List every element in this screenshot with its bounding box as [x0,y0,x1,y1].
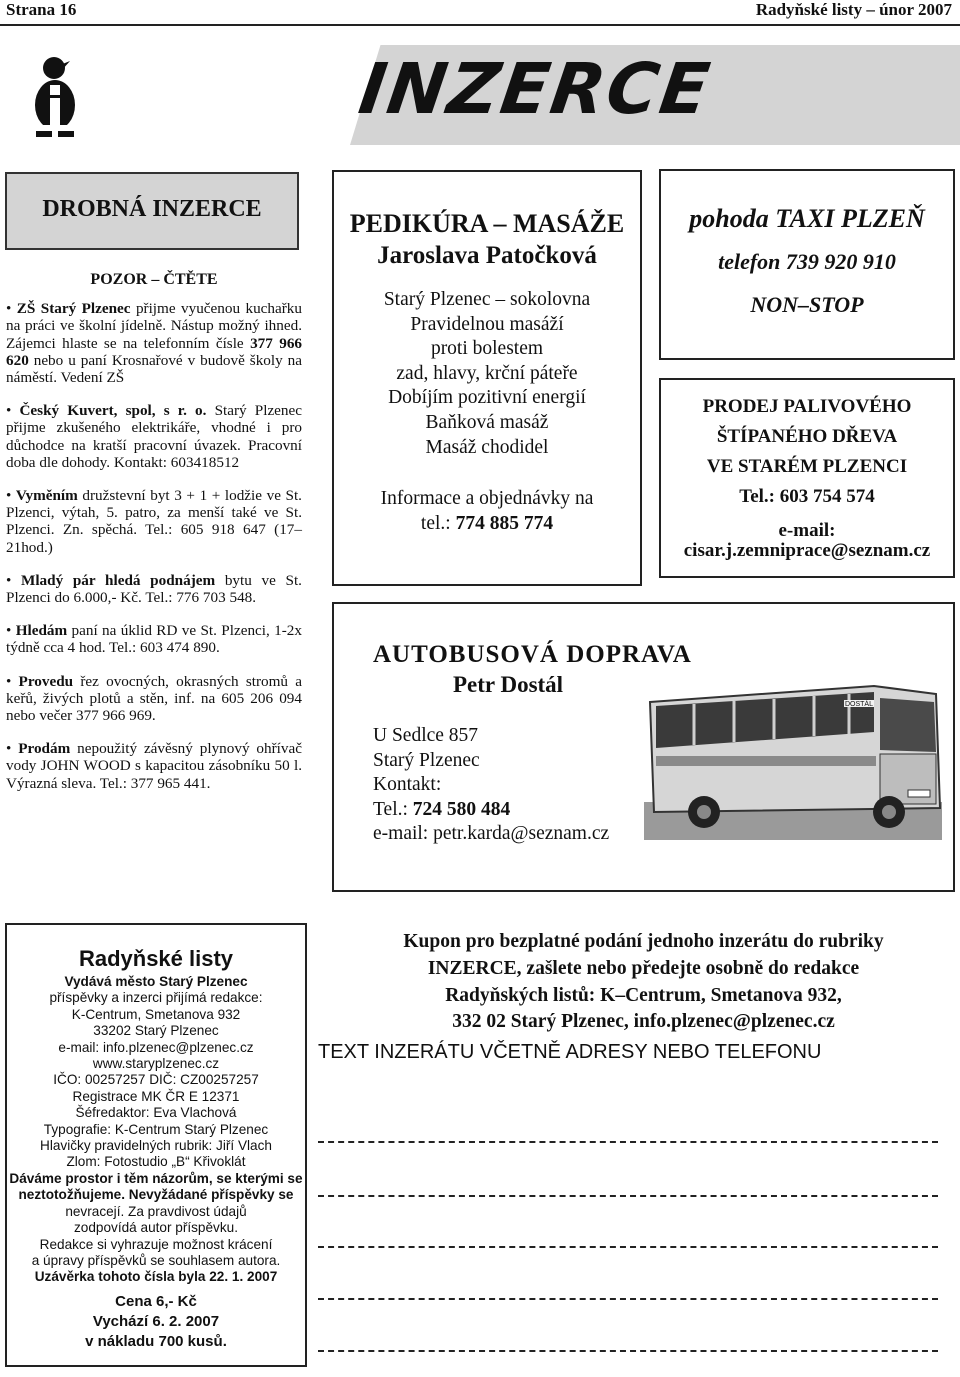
masthead-line: neztotožňujeme. Nevyžádané příspěvky se [18,1187,294,1203]
masthead-line: příspěvky a inzerci přijímá redakce: [49,990,263,1006]
pedicure-tel: 774 885 774 [455,512,554,534]
ad-item: • Vyměním družstevní byt 3 + 1 + lodžie ve St. Plzenci, výtah, 5. patro, za menší také ve St. Plzenci. Zn. spěchá. Tel.: 605 918 647 (17–21hod.) [6,487,302,556]
info-i-icon [30,55,80,141]
pedicure-title: PEDIKÚRA – MASÁŽE [349,209,625,238]
bus-tel-label: Tel.: [373,798,413,820]
taxi-phone: telefon 739 920 910 [718,249,896,274]
bus-address-line: Starý Plzenec [373,749,480,771]
coupon-header-line: INZERCE, zašlete nebo předejte osobně do redakce [427,957,860,979]
pedicure-line: Baňková masáž [425,411,549,433]
ad-lead: ZŠ Starý Plzenec [16,300,131,318]
bus-contact-label: Kontakt: [373,774,442,796]
ad-phone: 377 966 620 [6,334,303,369]
bus-title: AUTOBUSOVÁ DOPRAVA [373,641,692,668]
coupon-header-line: Radyňských listů: K–Centrum, Smetanova 932, [445,984,842,1006]
coupon-header-line: Kupon pro bezplatné podání jednoho inzerátu do rubriky [403,931,884,952]
masthead-line: K-Centrum, Smetanova 932 [71,1006,241,1022]
ad-item: • ZŠ Starý Plzenec přijme vyučenou kuchařku na práci ve školní jídelně. Nástup možný ihned. Zájemci hlaste se na telefonním čísle 377 966 620 nebo u paní Krosnařové v budově školy na náměstí. Vedení ZŠ [6,300,303,387]
bus-sign: DOSTÁL [844,701,874,708]
pedicure-name: Jaroslava Patočková [377,242,597,269]
bus-contact [373,724,609,847]
issue-title: Radyňské listy – únor 2007 [755,0,952,19]
masthead-release: Vychází 6. 2. 2007 [92,1312,220,1330]
ad-text-tail: nebo u paní Krosnařové v budově školy na náměstí. Vedení ZŠ [6,351,302,387]
notice-heading: POZOR – ČTĚTE [90,271,218,288]
coupon-write-line[interactable] [318,1298,938,1300]
bus-address-line: U Sedlce 857 [373,725,479,746]
coupon-write-line[interactable] [318,1350,938,1352]
masthead-line: Uzávěrka tohoto čísla byla 22. 1. 2007 [34,1269,278,1285]
ad-text: paní na úklid RD ve St. Plzenci, 1-2x týdně cca 4 hod. Tel.: 603 474 890. [6,622,302,657]
bus-tel: 724 580 484 [412,798,511,820]
ad-text: bytu ve St. Plzenci do 6.000,- Kč. Tel.: 776 703 548. [6,571,302,607]
masthead-line: Redakce si vyhrazuje možnost krácení [39,1236,273,1252]
masthead-line: Vydává město Starý Plzenec [64,974,248,989]
masthead-line: www.staryplzenec.cz [92,1056,220,1072]
masthead-price: Cena 6,- Kč [115,1292,197,1310]
pedicure-line: Masáž chodidel [425,436,549,458]
ad-item: • Prodám nepoužitý závěsný plynový ohřívač vody JOHN WOOD s kapacitou zásobníku 50 l. Výrazná sleva. Tel.: 377 965 441. [6,740,302,792]
masthead-line: IČO: 00257257 DIČ: CZ00257257 [53,1072,259,1088]
masthead-line: 33202 Starý Plzenec [93,1023,219,1039]
ad-lead: Vyměním [15,487,78,505]
pedicure-body [332,288,642,460]
coupon-write-line[interactable] [318,1195,938,1197]
ad-item: • Český Kuvert, spol, s r. o. Starý Plzenec přijme zkušeného elektrikáře, vhodné i pro důchodce na kratší pracovní úvazek. Pracovní doba dle dohody. Kontakt: 603418512 [6,402,302,471]
coupon-write-line[interactable] [318,1141,938,1143]
masthead-line: zodpovídá autor příspěvku. [74,1220,238,1236]
ad-lead: Mladý pár hledá podnájem [21,571,216,589]
ad-lead: Hledám [15,622,68,640]
masthead-line: Typografie: K-Centrum Starý Plzenec [43,1121,269,1137]
firewood-line-2: ŠTÍPANÉHO DŘEVA [716,426,898,447]
firewood-email: cisar.j.zemniprace@seznam.cz [683,540,931,561]
ad-text: družstevní byt 3 + 1 + lodžie ve St. Plzenci, výtah, 5. patro, za menší také ve St. Plzenci. Zn. spěchá. Tel.: 605 918 647 (17–21hod.) [6,487,302,556]
coupon-header [332,929,955,1036]
banner-title: INZERCE [354,48,717,130]
firewood-line-1: PRODEJ PALIVOVÉHO [702,396,912,417]
masthead-title: Radyňské listy [78,946,234,971]
firewood-tel: Tel.: 603 754 574 [739,486,875,507]
ad-lead: Český Kuvert, spol, s r. o. [19,402,207,420]
masthead [5,944,307,1352]
masthead-line: nevracejí. Za pravdivost údajů [65,1203,247,1219]
pedicure-line: Dobíjím pozitivní energií [388,387,586,409]
bus-owner: Petr Dostál [453,672,564,697]
pedicure-line: Starý Plzenec – sokolovna [383,289,591,310]
firewood-email-label: e-mail: [778,520,836,541]
masthead-line: a úpravy příspěvků se souhlasem autora. [31,1252,281,1268]
pedicure-tel-label: tel.: [420,512,456,534]
ad-text: přijme vyučenou kuchařku na práci ve školní jídelně. Nástup možný ihned. Zájemci hlaste se na telefonním čísle [6,300,302,352]
bus-photo [644,672,942,840]
masthead-line: e-mail: info.plzenec@plzenec.cz [58,1039,254,1055]
header-divider [0,24,960,26]
firewood-line-3: VE STARÉM PLZENCI [706,456,908,477]
taxi-nonstop: NON–STOP [750,292,864,317]
ad-item: • Mladý pár hledá podnájem bytu ve St. Plzenci do 6.000,- Kč. Tel.: 776 703 548. [6,571,302,607]
ad-lead: Prodám [18,740,71,758]
ad-item: • Provedu řez ovocných, okrasných stromů a keřů, živých plotů a stěn, inf. na 605 206 094 nebo večer 377 966 969. [6,672,302,725]
ad-lead: Provedu [18,672,74,690]
classified-ads-column [6,271,302,808]
pedicure-line: Pravidelnou masáží [410,313,564,335]
page-number: Strana 16 [6,0,77,19]
masthead-line: Hlavičky pravidelných rubrik: Jiří Vlach [40,1138,272,1154]
pedicure-line: zad, hlavy, krční páteře [396,362,578,384]
masthead-print-run: v nákladu 700 kusů. [85,1332,227,1350]
ad-text: Starý Plzenec přijme zkušeného elektrikáře, vhodné i pro důchodce na kratší pracovní úvazek. Pracovní doba dle dohody. Kontakt: 603418512 [6,402,302,471]
pedicure-info: Informace a objednávky na [380,488,594,509]
pedicure-line: proti bolestem [430,338,544,360]
coupon-instruction: TEXT INZERÁTU VČETNĚ ADRESY NEBO TELEFONU [318,1041,822,1063]
ad-item: • Hledám paní na úklid RD ve St. Plzenci, 1-2x týdně cca 4 hod. Tel.: 603 474 890. [6,622,302,657]
pedicure-contact [332,487,642,536]
masthead-line: Registrace MK ČR E 12371 [72,1088,240,1104]
coupon-header-line: 332 02 Starý Plzenec, info.plzenec@plzenec.cz [452,1011,835,1033]
coupon-write-line[interactable] [318,1246,938,1248]
ad-text: řez ovocných, okrasných stromů a keřů, živých plotů a stěn, inf. na 605 206 094 nebo večer 377 966 969. [6,672,302,725]
taxi-name: pohoda TAXI PLZEŇ [689,204,925,233]
section-title: DROBNÁ INZERCE [42,196,262,222]
masthead-line: Dáváme prostor i těm názorům, se kterými se [9,1170,303,1186]
bus-email: e-mail: petr.karda@seznam.cz [373,823,610,845]
masthead-line: Šéfredaktor: Eva Vlachová [75,1105,237,1121]
ad-text: nepoužitý závěsný plynový ohřívač vody JOHN WOOD s kapacitou zásobníku 50 l. Výrazná sleva. Tel.: 377 965 441. [6,740,302,792]
masthead-line: Zlom: Fotostudio „B“ Křivoklát [66,1154,246,1170]
